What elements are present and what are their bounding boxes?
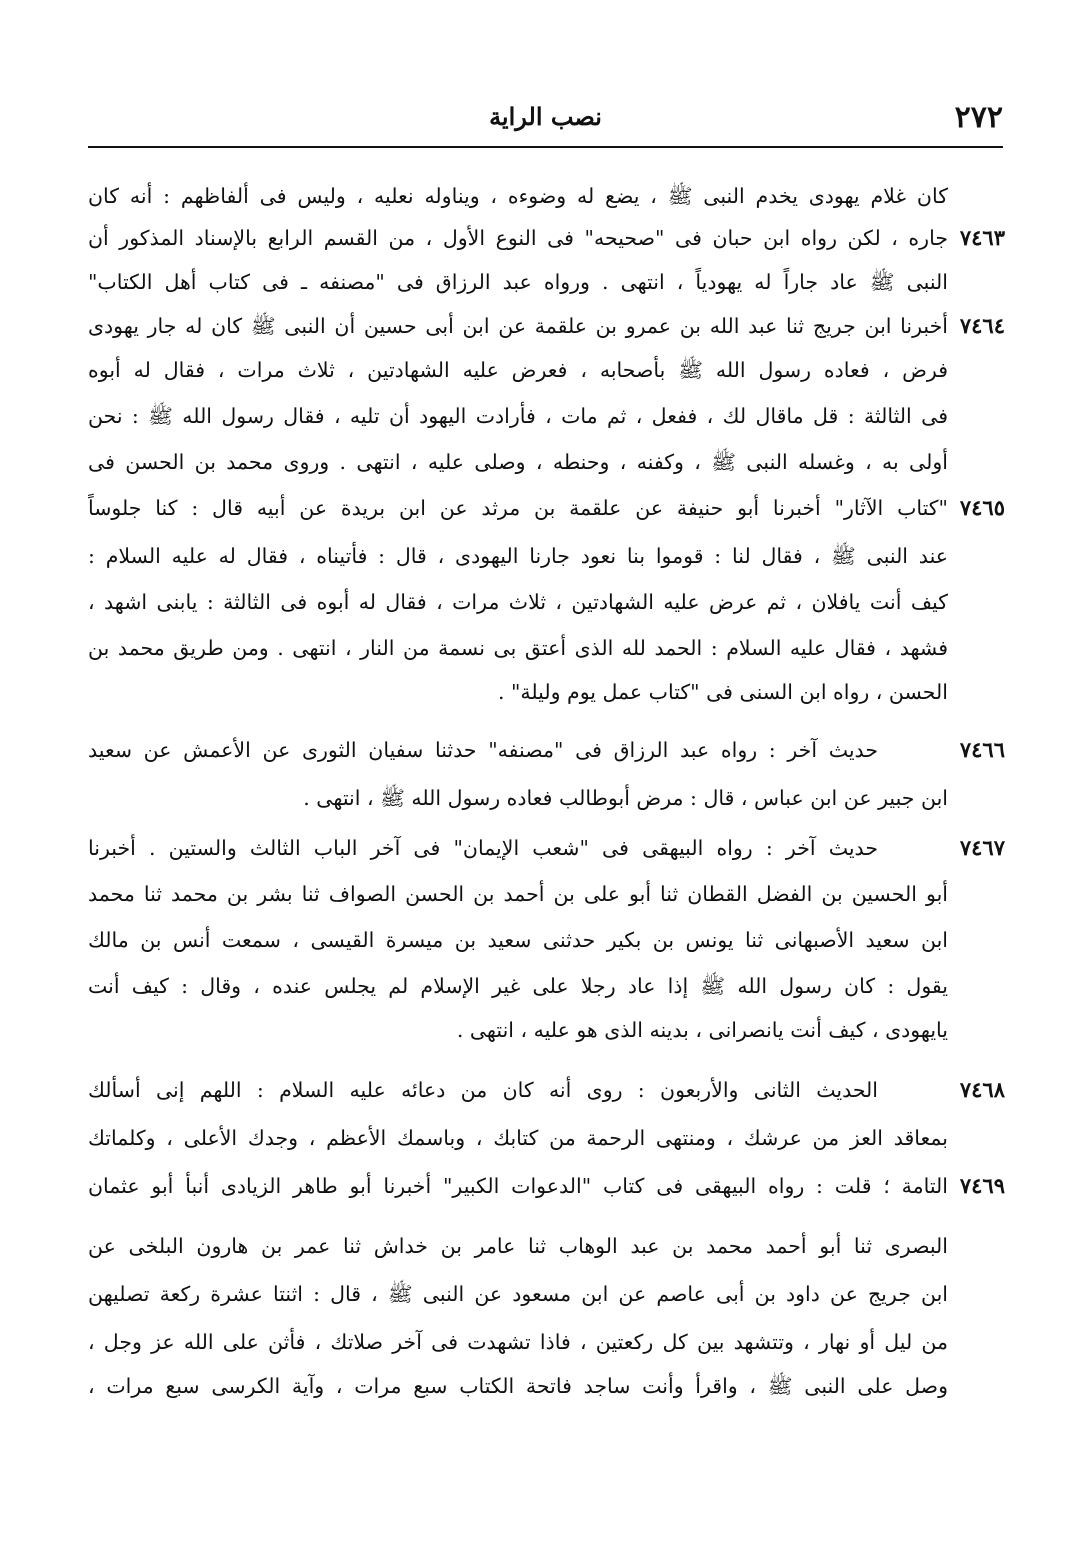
hadith-number: ٧٤٦٥ xyxy=(959,495,1005,520)
running-title: نصب الراية xyxy=(489,102,602,131)
text-line: حديث آخر : رواه عبد الرزاق فى "مصنفه" حدثنا سفيان الثورى عن الأعمش عن سعيد xyxy=(88,738,878,762)
page-number: ٢٧٢ xyxy=(954,100,1003,135)
text-line: حديث آخر : رواه البيهقى فى "شعب الإيمان" فى آخر الباب الثالث والستين . أخبرنا xyxy=(88,836,878,860)
text-line: من ليل أو نهار ، وتتشهد بين كل ركعتين ، فاذا تشهدت فى آخر صلاتك ، فأثن على الله عز وجل ، xyxy=(88,1330,948,1354)
text-line: يقول : كان رسول الله ﷺ إذا عاد رجلا على غير الإسلام لم يجلس عنده ، وقال : كيف أنت xyxy=(88,974,948,998)
text-line: أولى به ، وغسله النبى ﷺ ، وكفنه ، وحنطه ، وصلى عليه ، انتهى . وروى محمد بن الحسن فى xyxy=(88,450,948,474)
text-line: "كتاب الآثار" أخبرنا أبو حنيفة عن علقمة بن مرثد عن ابن بريدة عن أبيه قال : كنا جلوساً xyxy=(88,496,948,520)
text-line: وصل على النبى ﷺ ، واقرأ وأنت ساجد فاتحة الكتاب سبع مرات ، وآية الكرسى سبع مرات ، xyxy=(88,1374,948,1398)
text-line: فى الثالثة : قل ماقال لك ، ففعل ، ثم مات ، فأرادت اليهود أن تليه ، فقال رسول الله ﷺ : نحن xyxy=(88,404,948,428)
text-line: أخبرنا ابن جريج ثنا عبد الله بن عمرو بن علقمة عن ابن أبى حسين أن النبى ﷺ كان له جار يهودى xyxy=(88,314,948,338)
text-line: يايهودى ، كيف أنت يانصرانى ، بدينه الذى هو عليه ، انتهى . xyxy=(456,1018,948,1042)
text-line: فرض ، فعاده رسول الله ﷺ بأصحابه ، فعرض عليه الشهادتين ، ثلاث مرات ، فقال له أبوه xyxy=(88,358,948,382)
text-line: البصرى ثنا أبو أحمد محمد بن عبد الوهاب ثنا عامر بن خداش ثنا عمر بن هارون البلخى عن xyxy=(88,1234,948,1258)
hadith-number: ٧٤٦٣ xyxy=(959,225,1005,250)
text-line: كيف أنت يافلان ، ثم عرض عليه الشهادتين ، ثلاث مرات ، فقال له أبوه فى الثالثة : يابنى اشهد ، xyxy=(88,590,948,614)
text-line: كان غلام يهودى يخدم النبى ﷺ ، يضع له وضوءه ، ويناوله نعليه ، وليس فى ألفاظهم : أنه كان xyxy=(88,184,948,208)
hadith-number: ٧٤٦٦ xyxy=(959,737,1005,762)
text-line: فشهد ، فقال عليه السلام : الحمد لله الذى أعتق بى نسمة من النار ، انتهى . ومن طريق محمد بن xyxy=(88,636,948,660)
text-line: عند النبى ﷺ ، فقال لنا : قوموا بنا نعود جارنا اليهودى ، قال : فأتيناه ، فقال له عليه السلام : xyxy=(88,544,948,568)
text-line: أبو الحسين بن الفضل القطان ثنا أبو على بن أحمد بن الحسن الصواف ثنا بشر بن محمد ثنا محمد xyxy=(88,882,948,906)
text-line: التامة ؛ قلت : رواه البيهقى فى كتاب "الدعوات الكبير" أخبرنا أبو طاهر الزيادى أنبأ أبو عثمان xyxy=(88,1174,948,1198)
text-line: بمعاقد العز من عرشك ، ومنتهى الرحمة من كتابك ، وباسمك الأعظم ، وجدك الأعلى ، وكلماتك xyxy=(88,1126,948,1150)
hadith-number: ٧٤٦٨ xyxy=(959,1077,1005,1102)
text-line: ابن جريج عن داود بن أبى عاصم عن ابن مسعود عن النبى ﷺ ، قال : اثنتا عشرة ركعة تصليهن xyxy=(88,1282,948,1306)
text-line: ابن سعيد الأصبهانى ثنا يونس بن بكير حدثنى سعيد بن ميسرة القيسى ، سمعت أنس بن مالك xyxy=(88,928,948,952)
hadith-number: ٧٤٦٩ xyxy=(959,1173,1005,1198)
text-line: الحسن ، رواه ابن السنى فى "كتاب عمل يوم وليلة" . xyxy=(497,680,948,704)
text-line: جاره ، لكن رواه ابن حبان فى "صحيحه" فى النوع الأول ، من القسم الرابع بالإسناد المذكور أن xyxy=(88,226,948,250)
text-line: الحديث الثانى والأربعون : روى أنه كان من دعائه عليه السلام : اللهم إنى أسألك xyxy=(88,1078,878,1102)
hadith-number: ٧٤٦٤ xyxy=(959,313,1005,338)
hadith-number: ٧٤٦٧ xyxy=(959,835,1005,860)
text-line: ابن جبير عن ابن عباس ، قال : مرض أبوطالب فعاده رسول الله ﷺ ، انتهى . xyxy=(303,786,948,810)
text-line: النبى ﷺ عاد جاراً له يهودياً ، انتهى . ورواه عبد الرزاق فى "مصنفه ـ فى كتاب أهل الكتاب" xyxy=(88,270,948,294)
page-header xyxy=(88,96,1003,148)
